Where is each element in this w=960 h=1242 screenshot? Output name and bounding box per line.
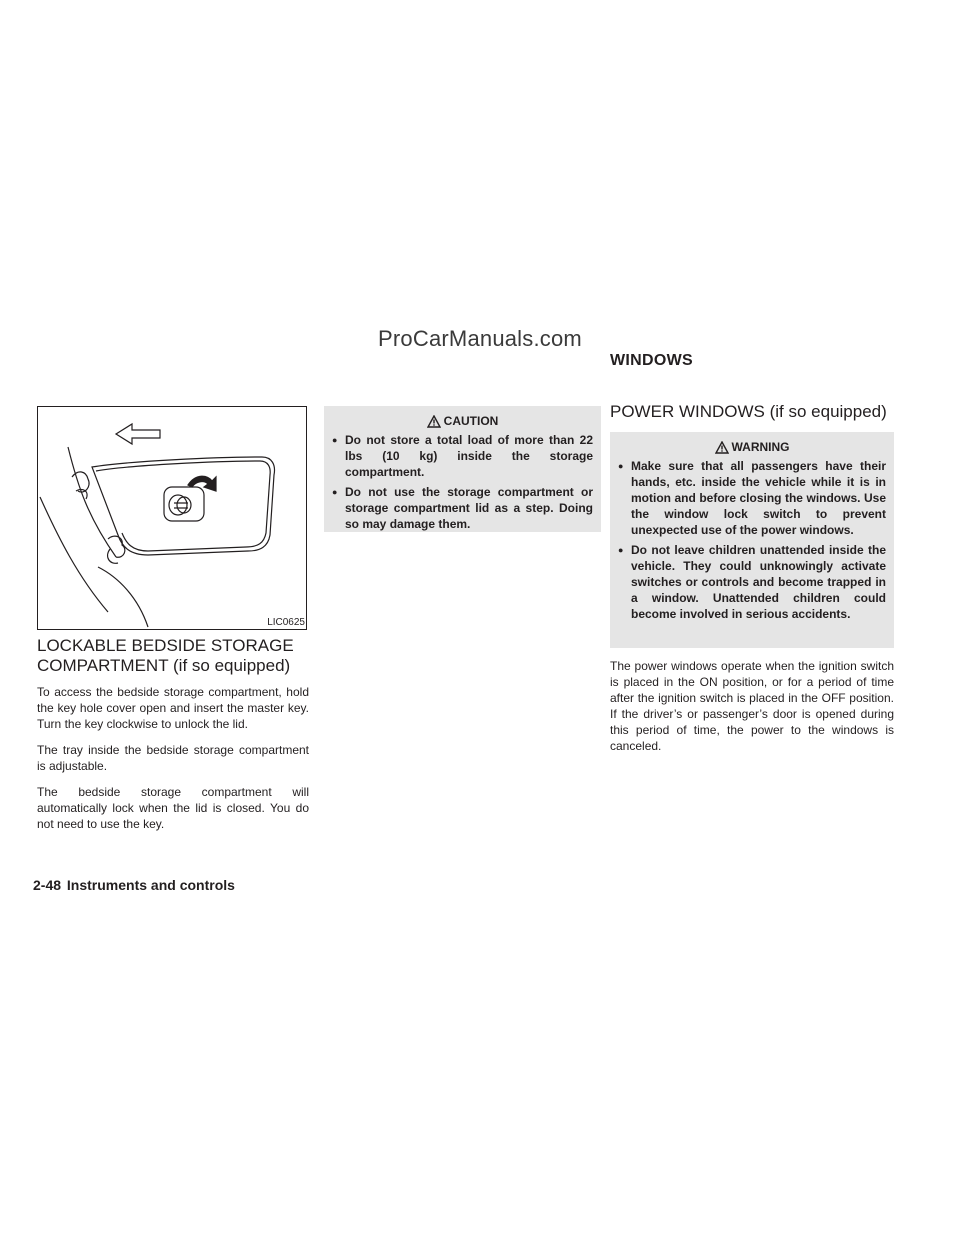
caution-box xyxy=(324,406,601,532)
page-number: 2-48 xyxy=(33,877,62,893)
warning-item: ● Do not leave children unattended inside the vehicle. They could unknowingly activate switches or controls and become trapped in a window. Unattended children could become involved in serious accidents. xyxy=(618,542,886,622)
heading-power-windows: POWER WINDOWS (if so equipped) xyxy=(610,402,887,421)
heading-line-2: COMPARTMENT (if so equipped) xyxy=(37,656,291,675)
arrow-left-icon xyxy=(116,424,160,444)
caution-triangle-icon xyxy=(427,415,441,428)
figure-code: LIC0625 xyxy=(267,617,305,628)
warning-box xyxy=(610,432,894,648)
chapter-title: Instruments and controls xyxy=(66,877,235,893)
paragraph: The tray inside the bedside storage compartment is adjustable. xyxy=(37,743,309,773)
heading-line-1: LOCKABLE BEDSIDE STORAGE xyxy=(37,636,294,655)
warning-item: ● Make sure that all passengers have their hands, etc. inside the vehicle while it is in motion and before closing the windows. Use the window lock switch to prevent unexpected use of the power windows. xyxy=(618,458,886,538)
heading-bedside-storage xyxy=(37,636,309,676)
caution-item: ● Do not use the storage compartment or storage compartment lid as a step. Doing so may damage them. xyxy=(332,484,593,532)
warning-triangle-icon xyxy=(715,441,729,454)
warning-title: WARNING xyxy=(731,440,790,454)
right-column xyxy=(610,402,894,764)
caution-item: ● Do not store a total load of more than 22 lbs (10 kg) inside the storage compartment. xyxy=(332,432,593,480)
paragraph: To access the bedside storage compartment, hold the key hole cover open and insert the master key. Turn the key clockwise to unlock the lid. xyxy=(37,685,309,731)
page-footer xyxy=(33,877,235,893)
storage-compartment-illustration xyxy=(38,407,306,629)
left-column xyxy=(37,636,309,842)
paragraph: The power windows operate when the ignition switch is placed in the ON position, or for a period of time after the ignition switch is placed in the OFF position. If the driver’s or passenger’s door is opened during this period of time, the power to the windows is canceled. xyxy=(610,659,894,753)
section-title: WINDOWS xyxy=(610,352,693,369)
watermark: ProCarManuals.com xyxy=(378,326,582,351)
paragraph: The bedside storage compartment will automatically lock when the lid is closed. You do not need to use the key. xyxy=(37,785,309,831)
figure-storage-compartment xyxy=(37,406,307,630)
caution-title: CAUTION xyxy=(443,414,499,428)
